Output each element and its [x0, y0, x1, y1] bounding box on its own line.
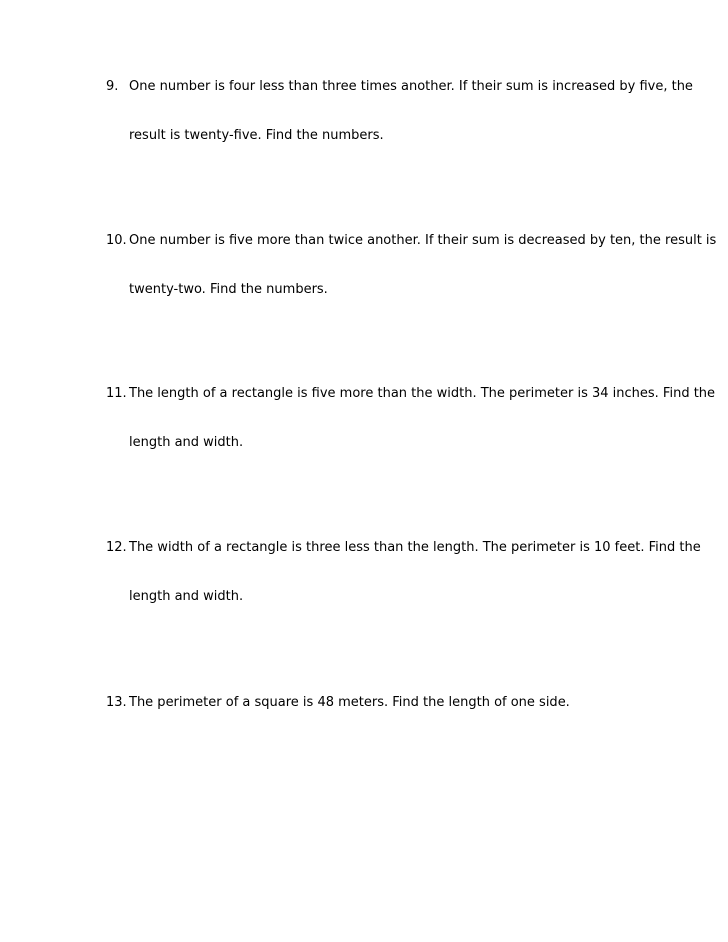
problem-text-line-2: result is twenty-five. Find the numbers. — [129, 128, 384, 143]
problem-text-line-1: The length of a rectangle is five more than the width. The perimeter is 34 inches. Find the — [129, 386, 716, 401]
problem-text-line-1: One number is four less than three times another. If their sum is increased by five, the — [129, 79, 693, 94]
problem-number: 10. — [106, 233, 127, 248]
problem-number: 11. — [106, 386, 127, 401]
problem-text-line-2: twenty-two. Find the numbers. — [129, 282, 328, 297]
problem-number: 9. — [106, 79, 119, 94]
problem-text-line-2: length and width. — [129, 589, 244, 604]
problem-text-line-1: One number is five more than twice another. If their sum is decreased by ten, the result is — [129, 233, 717, 248]
problem-text-line-1: The width of a rectangle is three less than the length. The perimeter is 10 feet. Find the — [129, 540, 701, 555]
problem-text-line-2: length and width. — [129, 435, 244, 450]
problem-number: 13. — [106, 695, 127, 710]
problem-number: 12. — [106, 540, 127, 555]
problem-text-line-1: The perimeter of a square is 48 meters. Find the length of one side. — [129, 695, 570, 710]
